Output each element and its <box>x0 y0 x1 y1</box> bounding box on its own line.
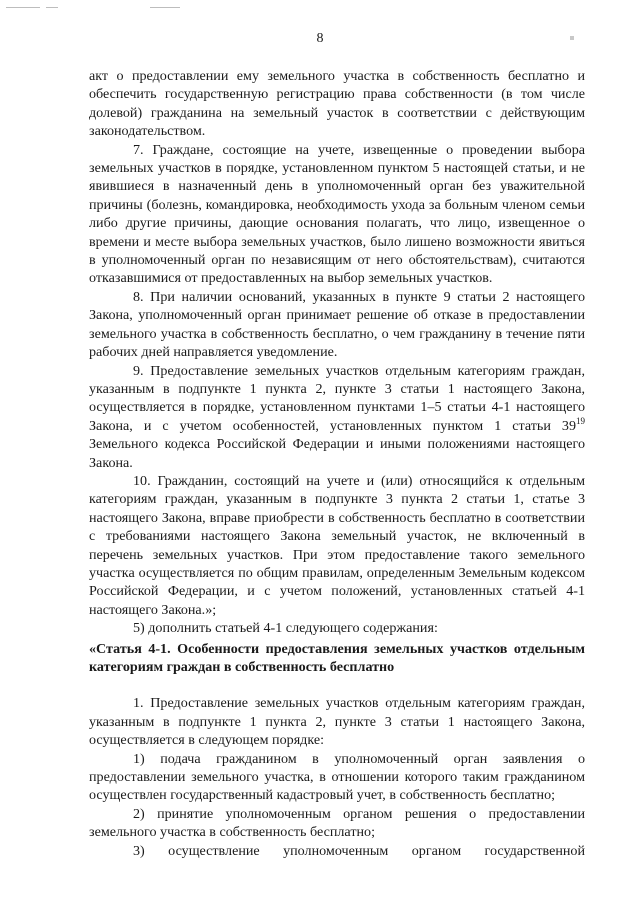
superscript: 19 <box>576 415 585 426</box>
list-item-3: 3) осуществление уполномоченным органом государственной <box>133 842 585 859</box>
spacer <box>89 676 585 694</box>
paragraph-9-text-tail: Земельного кодекса Российской Федерации и иными положениями настоящего Закона. <box>89 436 585 471</box>
paragraph-8: 8. При наличии оснований, указанных в пункте 9 статьи 2 настоящего Закона, уполномоченный орган принимает решение об отказе в предоставлении земельного участка в собственность бесплатно, о чем гражданину в течение пяти рабочих дней направляется уведомление. <box>89 288 585 361</box>
paragraph-9-text: 9. Предоставление земельных участков отдельным категориям граждан, указанным в подпункте 1 пункта 2, пункте 3 статьи 1 настоящего Закона, осуществляется в порядке, установленном пунктами 1–5 статьи 4-1 настоящего Закона, и с учетом особенностей, установленных пунктом 1 статьи 39 <box>89 362 585 434</box>
paragraph-7: 7. Граждане, состоящие на учете, извещенные о проведении выбора земельных участков в порядке, установленном пунктом 5 настоящей статьи, и не явившиеся в назначенный день в уполномоченный орган без уважительной причины (болезнь, командировка, необходимость ухода за больным членом семьи либо другие причины, дающие основания полагать, что лицо, извещенное о времени и месте выбора земельных участков, было лишено возможности явиться в уполномоченный орган по независящим от него обстоятельствам), считаются отказавшимися от предоставленных на выбор земельных участков. <box>89 141 585 287</box>
list-item-2: 2) принятие уполномоченным органом решения о предоставлении земельного участка в собственность бесплатно; <box>89 805 585 841</box>
paragraph-10: 10. Гражданин, состоящий на учете и (или) относящийся к отдельным категориям граждан, указанным в подпункте 3 пункта 2 статьи 1, статье 3 настоящего Закона, вправе приобрести в собственность бесплатно в соответствии с требованиями настоящего Закона земельный участок, не включенный в перечень земельных участков. При этом предоставление такого земельного участка осуществляется по общим правилам, определенным Земельным кодексом Российской Федерации, и с учетом положений, установленных статьей 4-1 настоящего Закона.»; <box>89 472 585 618</box>
paragraph-9 <box>89 362 585 472</box>
amendment-item-5: 5) дополнить статьей 4-1 следующего содержания: <box>133 620 438 637</box>
scan-mark <box>46 7 58 8</box>
document-body <box>89 67 585 860</box>
scan-mark <box>6 7 40 8</box>
page-number: 8 <box>316 31 324 46</box>
article-heading: «Статья 4-1. Особенности предоставления земельных участков отдельным категориям граждан в собственность бесплатно <box>89 640 585 675</box>
article-paragraph-1: 1. Предоставление земельных участков отдельным категориям граждан, указанным в подпункте 1 пункта 2, пункте 3 статьи 1 настоящего Закона, осуществляется в следующем порядке: <box>89 695 585 749</box>
scan-mark <box>150 7 180 8</box>
list-item-1: 1) подача гражданином в уполномоченный орган заявления о предоставлении земельного участка, в отношении которого таким гражданином осуществлен государственный кадастровый учет, в собственность бесплатно; <box>89 750 585 804</box>
paragraph-continuation: акт о предоставлении ему земельного участка в собственность бесплатно и обеспечить государственную регистрацию права собственности (в том числе долевой) гражданина на земельный участок в соответствии с действующим законодательством. <box>89 68 585 140</box>
